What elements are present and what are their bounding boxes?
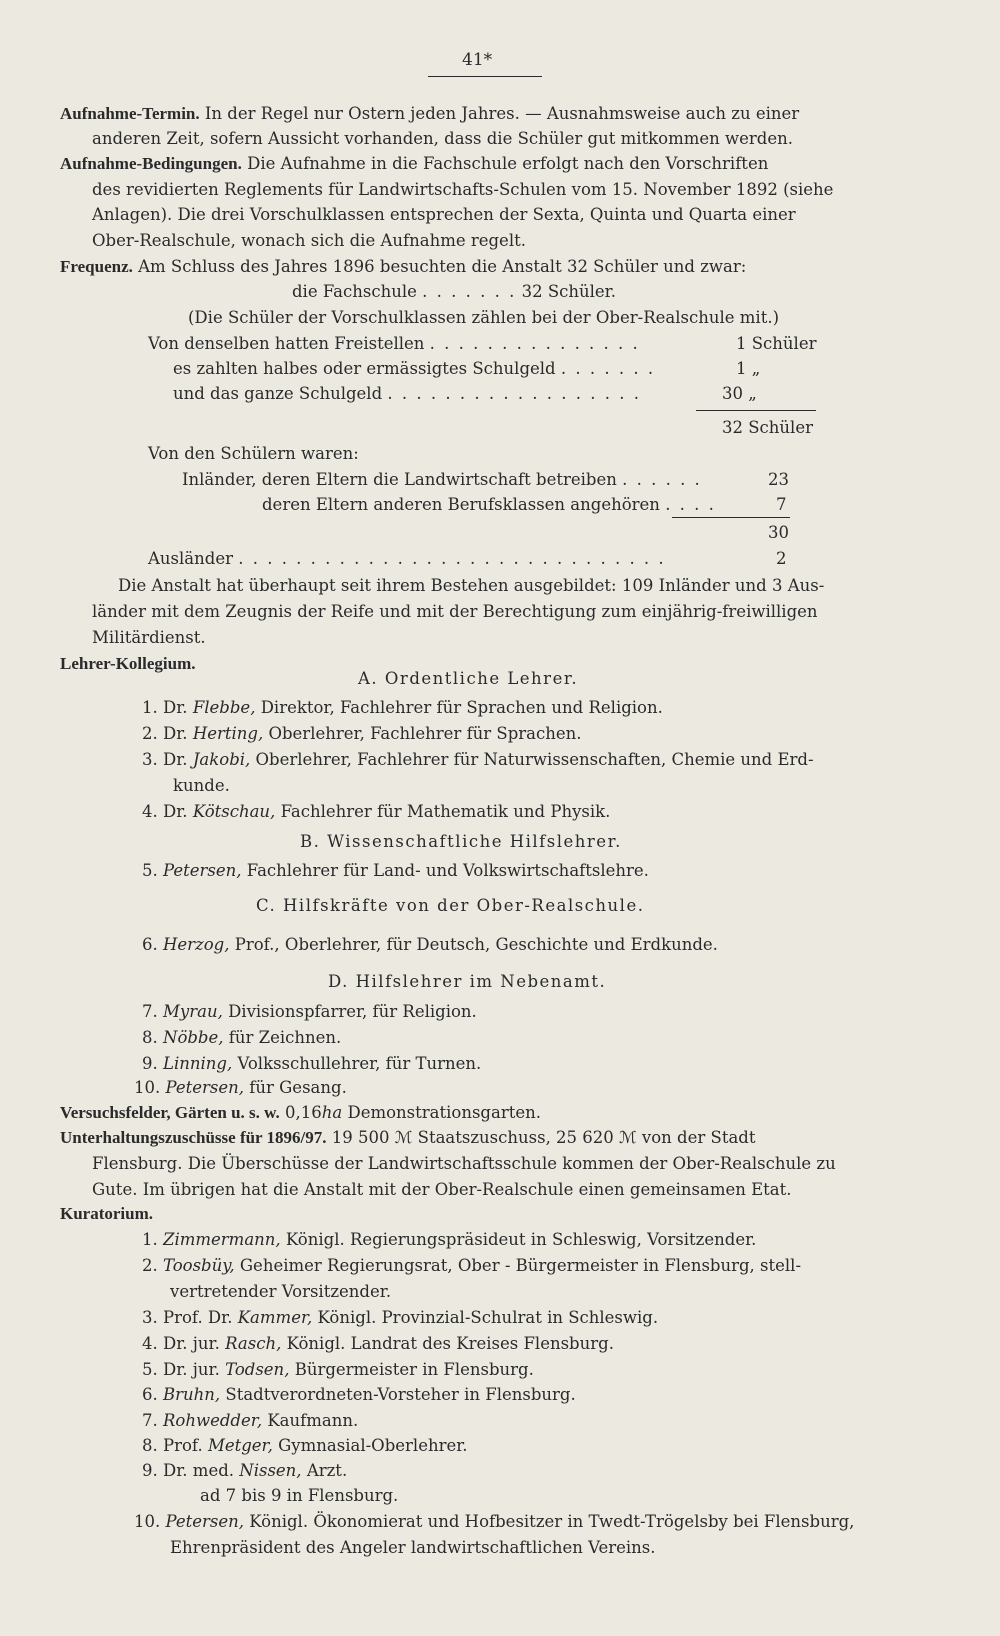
teacher-3-title: Dr.	[163, 750, 188, 769]
teacher-6-number: 6.	[142, 935, 158, 954]
teacher-2-number: 2.	[142, 724, 158, 743]
kurator-5-title: Dr. jur.	[163, 1360, 220, 1379]
kurator-4	[142, 1334, 614, 1354]
teacher-9-name: Linning,	[163, 1054, 233, 1073]
kurator-5-role: Bürgermeister in Flensburg.	[294, 1360, 534, 1379]
kurator-9-role: Arzt.	[306, 1461, 348, 1480]
section-a-heading: A. Ordentliche Lehrer.	[358, 669, 579, 688]
frequenz-line1	[60, 257, 746, 277]
teacher-3-role: Oberlehrer, Fachlehrer für Naturwissenschaften, Chemie und Erd-	[255, 750, 814, 769]
kurator-2	[142, 1256, 801, 1276]
teacher-10-name: Petersen,	[165, 1078, 245, 1097]
aufnahme-bedingungen-text: Die Aufnahme in die Fachschule erfolgt nach den Vorschriften	[247, 154, 769, 173]
teacher-3-continuation: kunde.	[173, 776, 230, 795]
teacher-1	[142, 698, 663, 718]
kurator-2-name: Toosbüy,	[163, 1256, 235, 1275]
halbes-schulgeld-label: es zahlten halbes oder ermässigtes Schulgeld	[173, 359, 556, 378]
fachschule-dots: . . . . . . .	[422, 282, 517, 301]
inlaender-sum: 30	[768, 523, 789, 542]
kurator-1	[142, 1230, 756, 1250]
kuratorium-heading: Kuratorium.	[60, 1204, 154, 1223]
frequenz-text: Am Schluss des Jahres 1896 besuchten die Anstalt 32 Schüler und zwar:	[138, 257, 747, 276]
section-d-heading: D. Hilfslehrer im Nebenamt.	[328, 972, 607, 991]
kurator-9-number: 9.	[142, 1461, 158, 1480]
kurator-10-number: 10.	[134, 1512, 161, 1531]
aufnahme-bedingungen-heading: Aufnahme-Bedingungen.	[60, 154, 242, 173]
unterhaltung-line2: Flensburg. Die Überschüsse der Landwirtschaftsschule kommen der Ober-Realschule zu	[92, 1154, 836, 1173]
versuchsfelder-text: Demonstrationsgarten.	[347, 1103, 541, 1122]
summary-line2: länder mit dem Zeugnis der Reife und mit der Berechtigung zum einjährig-freiwilligen	[92, 602, 818, 621]
freistellen-row	[148, 334, 640, 354]
teacher-7	[142, 1002, 477, 1022]
page-number-rule	[428, 76, 542, 77]
teacher-2-title: Dr.	[163, 724, 188, 743]
aufnahme-bedingungen-line1	[60, 154, 768, 174]
ganzes-schulgeld-label: und das ganze Schulgeld	[173, 384, 383, 403]
sum-rule-1	[696, 410, 816, 411]
kurator-4-name: Rasch,	[225, 1334, 282, 1353]
kurator-5-name: Todsen,	[225, 1360, 290, 1379]
kurator-3-name: Kammer,	[237, 1308, 313, 1327]
teacher-7-number: 7.	[142, 1002, 158, 1021]
teacher-2	[142, 724, 582, 744]
inlaender-andere-row	[262, 495, 716, 515]
halbes-schulgeld-value: 1 „	[736, 359, 761, 378]
kurator-2-continuation: vertretender Vorsitzender.	[170, 1282, 392, 1301]
kurator-2-role: Geheimer Regierungsrat, Ober - Bürgermeister in Flensburg, stell-	[239, 1256, 802, 1275]
versuchsfelder-unit: ha	[321, 1103, 343, 1122]
kurator-10-continuation: Ehrenpräsident des Angeler landwirtschaftlichen Vereins.	[170, 1538, 656, 1557]
teacher-4	[142, 802, 610, 822]
kurator-8-role: Gymnasial-Oberlehrer.	[278, 1436, 468, 1455]
teacher-3-number: 3.	[142, 750, 158, 769]
aufnahme-termin-line2: anderen Zeit, sofern Aussicht vorhanden, dass die Schüler gut mitkommen werden.	[92, 129, 794, 148]
teacher-9-role: Volksschullehrer, für Turnen.	[237, 1054, 482, 1073]
teacher-3	[142, 750, 814, 770]
kurator-8-number: 8.	[142, 1436, 158, 1455]
fachschule-value: 32 Schüler.	[521, 282, 616, 301]
kurator-3	[142, 1308, 658, 1328]
kurator-8-title: Prof.	[163, 1436, 203, 1455]
kurator-6-name: Bruhn,	[163, 1385, 221, 1404]
kurator-7-name: Rohwedder,	[163, 1411, 263, 1430]
kurator-9-title: Dr. med.	[163, 1461, 235, 1480]
teacher-4-number: 4.	[142, 802, 158, 821]
aufnahme-termin-text: In der Regel nur Ostern jeden Jahres. — Ausnahmsweise auch zu einer	[204, 104, 800, 123]
frequenz-fachschule-row	[292, 282, 616, 302]
kurator-3-number: 3.	[142, 1308, 158, 1327]
auslaender-value: 2	[776, 549, 787, 568]
teacher-5-number: 5.	[142, 861, 158, 880]
kurator-9	[142, 1461, 347, 1481]
kurator-7-number: 7.	[142, 1411, 158, 1430]
freistellen-dots: . . . . . . . . . . . . . . .	[429, 334, 640, 353]
teacher-1-name: Flebbe,	[192, 698, 256, 717]
frequenz-heading: Frequenz.	[60, 257, 133, 276]
kurator-5	[142, 1360, 534, 1380]
teacher-5-role: Fachlehrer für Land- und Volkswirtschaftslehre.	[246, 861, 649, 880]
teacher-1-title: Dr.	[163, 698, 188, 717]
kurator-10-name: Petersen,	[165, 1512, 245, 1531]
kurator-7-role: Kaufmann.	[267, 1411, 359, 1430]
teacher-5	[142, 861, 649, 881]
teacher-6	[142, 935, 718, 955]
unterhaltung-heading: Unterhaltungszuschüsse für 1896/97.	[60, 1128, 327, 1147]
teacher-8-role: für Zeichnen.	[228, 1028, 342, 1047]
versuchsfelder-heading: Versuchsfelder, Gärten u. s. w.	[60, 1103, 280, 1122]
teacher-8	[142, 1028, 341, 1048]
aufnahme-bedingungen-line2: des revidierten Reglements für Landwirtschafts-Schulen vom 15. November 1892 (siehe	[92, 180, 834, 199]
kurator-3-title: Prof. Dr.	[163, 1308, 233, 1327]
aufnahme-bedingungen-line4: Ober-Realschule, wonach sich die Aufnahme regelt.	[92, 231, 526, 250]
teacher-3-name: Jakobi,	[192, 750, 251, 769]
inlaender-landwirtschaft-label: Inländer, deren Eltern die Landwirtschaft betreiben	[182, 470, 617, 489]
teacher-1-role: Direktor, Fachlehrer für Sprachen und Religion.	[260, 698, 663, 717]
teacher-8-name: Nöbbe,	[163, 1028, 224, 1047]
unterhaltung-line3: Gute. Im übrigen hat die Anstalt mit der Ober-Realschule einen gemeinsamen Etat.	[92, 1180, 792, 1199]
section-b-heading: B. Wissenschaftliche Hilfslehrer.	[300, 832, 622, 851]
kurator-4-role: Königl. Landrat des Kreises Flensburg.	[286, 1334, 614, 1353]
kurator-10	[134, 1512, 854, 1532]
kurator-1-role: Königl. Regierungspräsideut in Schleswig, Vorsitzender.	[285, 1230, 757, 1249]
page-number: 41*	[462, 50, 493, 70]
teacher-5-name: Petersen,	[163, 861, 242, 880]
kurator-8-name: Metger,	[207, 1436, 273, 1455]
teacher-10	[134, 1078, 347, 1098]
teacher-10-number: 10.	[134, 1078, 161, 1097]
aufnahme-bedingungen-line3: Anlagen). Die drei Vorschulklassen entsprechen der Sexta, Quinta und Quarta einer	[92, 205, 796, 224]
ganzes-schulgeld-value: 30 „	[722, 384, 757, 403]
kurator-4-number: 4.	[142, 1334, 158, 1353]
versuchsfelder-line	[60, 1103, 541, 1123]
teacher-4-title: Dr.	[163, 802, 188, 821]
aufnahme-termin-line1	[60, 104, 799, 124]
kurator-2-number: 2.	[142, 1256, 158, 1275]
halbes-schulgeld-row	[173, 359, 655, 379]
waren-label: Von den Schülern waren:	[148, 444, 359, 463]
teacher-7-role: Divisionspfarrer, für Religion.	[228, 1002, 477, 1021]
versuchsfelder-area: 0,16	[285, 1103, 322, 1122]
kurator-ad-note: ad 7 bis 9 in Flensburg.	[200, 1486, 399, 1505]
summary-line1: Die Anstalt hat überhaupt seit ihrem Bestehen ausgebildet: 109 Inländer und 3 Aus-	[118, 576, 825, 595]
sum-rule-2	[672, 517, 790, 518]
teacher-1-number: 1.	[142, 698, 158, 717]
teacher-6-role: Prof., Oberlehrer, für Deutsch, Geschichte und Erdkunde.	[234, 935, 718, 954]
freistellen-value: 1 Schüler	[736, 334, 817, 353]
inlaender-landwirtschaft-dots: . . . . . .	[622, 470, 702, 489]
teacher-7-name: Myrau,	[163, 1002, 223, 1021]
teacher-6-name: Herzog,	[163, 935, 230, 954]
kurator-3-role: Königl. Provinzial-Schulrat in Schleswig.	[317, 1308, 659, 1327]
teacher-9-number: 9.	[142, 1054, 158, 1073]
freistellen-label: Von denselben hatten Freistellen	[148, 334, 425, 353]
auslaender-label: Ausländer	[148, 549, 233, 568]
kurator-6-number: 6.	[142, 1385, 158, 1404]
aufnahme-termin-heading: Aufnahme-Termin.	[60, 104, 200, 123]
kurator-6	[142, 1385, 576, 1405]
auslaender-row	[148, 549, 666, 569]
kurator-10-role: Königl. Ökonomierat und Hofbesitzer in Twedt-Trögelsby bei Flensburg,	[249, 1512, 855, 1531]
kurator-6-role: Stadtverordneten-Vorsteher in Flensburg.	[225, 1385, 576, 1404]
teacher-10-role: für Gesang.	[249, 1078, 347, 1097]
ganzes-schulgeld-dots: . . . . . . . . . . . . . . . . . .	[387, 384, 641, 403]
schueler-sum: 32 Schüler	[722, 418, 813, 437]
inlaender-andere-dots: . . . .	[665, 495, 716, 514]
fachschule-label: die Fachschule	[292, 282, 417, 301]
auslaender-dots: . . . . . . . . . . . . . . . . . . . . . . . . . . . . . .	[238, 549, 666, 568]
inlaender-andere-value: 7	[776, 495, 787, 514]
teacher-4-role: Fachlehrer für Mathematik und Physik.	[280, 802, 611, 821]
kurator-5-number: 5.	[142, 1360, 158, 1379]
teacher-4-name: Kötschau,	[192, 802, 276, 821]
inlaender-andere-label: deren Eltern anderen Berufsklassen angehören	[262, 495, 660, 514]
section-c-heading: C. Hilfskräfte von der Ober-Realschule.	[256, 896, 645, 915]
ganzes-schulgeld-row	[173, 384, 641, 404]
kurator-8	[142, 1436, 468, 1456]
lehrer-heading: Lehrer-Kollegium.	[60, 654, 196, 673]
inlaender-landwirtschaft-row	[182, 470, 702, 490]
unterhaltung-line1	[60, 1128, 755, 1148]
kurator-7	[142, 1411, 358, 1431]
teacher-2-name: Herting,	[192, 724, 264, 743]
frequenz-note: (Die Schüler der Vorschulklassen zählen bei der Ober-Realschule mit.)	[188, 308, 780, 327]
kurator-9-name: Nissen,	[239, 1461, 302, 1480]
teacher-2-role: Oberlehrer, Fachlehrer für Sprachen.	[268, 724, 582, 743]
kurator-4-title: Dr. jur.	[163, 1334, 220, 1353]
teacher-8-number: 8.	[142, 1028, 158, 1047]
halbes-schulgeld-dots: . . . . . . .	[560, 359, 656, 378]
unterhaltung-text: 19 500 ℳ Staatszuschuss, 25 620 ℳ von der Stadt	[331, 1128, 756, 1147]
kurator-1-name: Zimmermann,	[163, 1230, 281, 1249]
summary-line3: Militärdienst.	[92, 628, 206, 647]
kurator-1-number: 1.	[142, 1230, 158, 1249]
teacher-9	[142, 1054, 481, 1074]
inlaender-landwirtschaft-value: 23	[768, 470, 789, 489]
